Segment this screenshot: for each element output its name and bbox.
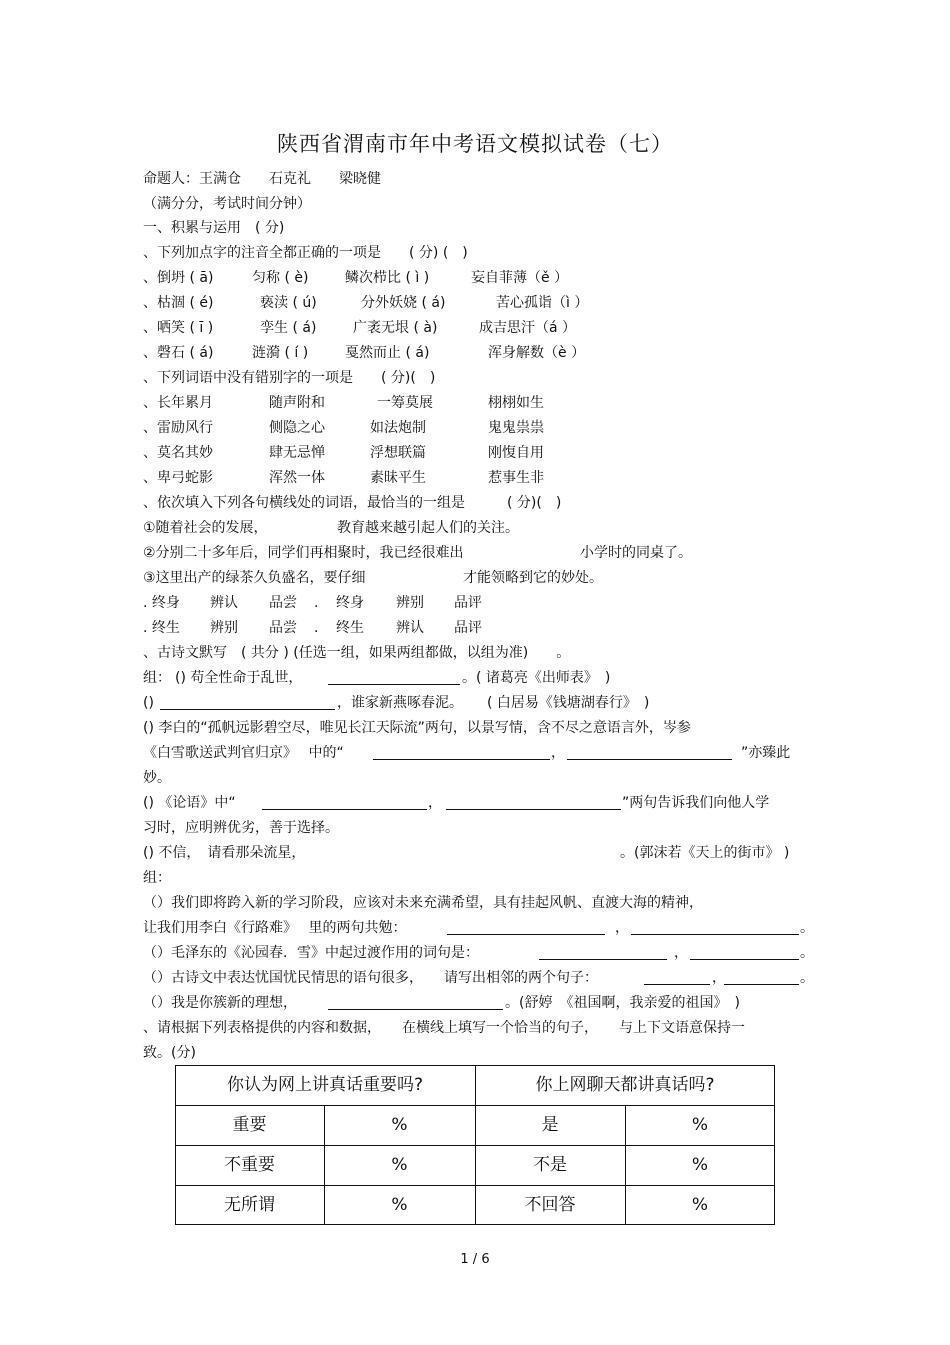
question-stem: 、下列加点字的注音全都正确的一项是 ( 分) ( ) — [143, 245, 468, 261]
option-cell: 成吉思汗（á ） — [479, 320, 577, 336]
option-cell: . 终生 — [143, 620, 180, 636]
answer-blank[interactable] — [328, 670, 460, 685]
option-cell: 妄自菲薄（ě ） — [471, 270, 569, 286]
answer-blank[interactable] — [690, 945, 799, 960]
option-cell: 辨认 — [396, 620, 424, 636]
option-cell: 肆无忌惮 — [269, 445, 325, 461]
option-cell: 、哂笑 ( ī ) — [143, 320, 214, 336]
group-label: 组： — [143, 870, 171, 886]
sentence-part: 。(舒婷 《祖国啊，我亲爱的祖国》 ) — [505, 995, 740, 1011]
question-stem: 、依次填入下列各句横线处的词语，最恰当的一组是 ( 分)( ) — [143, 495, 562, 511]
option-cell: 一筹莫展 — [377, 395, 433, 411]
answer-blank[interactable] — [724, 970, 799, 985]
answer-blank[interactable] — [373, 745, 550, 760]
table-cell: % — [691, 1115, 709, 1135]
option-cell: 、枯涸 ( é) — [143, 295, 214, 311]
table-cell: 重要 — [232, 1115, 267, 1135]
table-cell: % — [391, 1195, 408, 1215]
option-cell: 、磬石 ( á) — [143, 345, 214, 361]
answer-blank[interactable] — [446, 795, 621, 810]
option-cell: 涟漪 ( í ) — [252, 345, 309, 361]
group-label: 组： — [143, 670, 171, 686]
table-cell: 不回答 — [524, 1195, 576, 1215]
option-cell: 浑身解数（è ） — [488, 345, 586, 361]
question-stem: 、古诗文默写 ( 共分 ) (任选一组，如果两组都做，以组为准) 。 — [143, 645, 571, 661]
option-cell: 辨别 — [396, 595, 424, 611]
option-cell: 、雷励风行 — [143, 420, 213, 436]
survey-table — [175, 1065, 775, 1225]
option-cell: 浑然一体 — [269, 470, 325, 486]
option-cell: 、莫名其妙 — [143, 445, 213, 461]
option-cell: 鬼鬼祟祟 — [488, 420, 544, 436]
sentence-part: 妙。 — [143, 770, 171, 786]
sentence-part: () 《论语》中“ — [143, 795, 236, 811]
option-cell: 终生 — [336, 620, 364, 636]
option-cell: 戛然而止 ( á) — [345, 345, 430, 361]
sentence-part: () 苟全性命于乱世， — [175, 670, 303, 686]
answer-blank[interactable] — [262, 795, 427, 810]
table-cell: % — [691, 1195, 709, 1215]
sentence-part: 让我们用李白《行路难》 里的两句共勉： — [143, 920, 407, 936]
option-cell: 广袤无垠 ( à) — [353, 320, 438, 336]
option-cell: 鳞次栉比 ( ì ) — [345, 270, 430, 286]
table-cell: 不是 — [533, 1155, 567, 1175]
option-cell: 辨认 — [210, 595, 238, 611]
sentence-part: () 不信， 请看那朵流星， — [143, 845, 306, 861]
option-cell: 如法炮制 — [370, 420, 426, 436]
sentence-part: ， — [428, 795, 442, 811]
sentence-part: () — [143, 695, 154, 711]
option-cell: 浮想联篇 — [370, 445, 426, 461]
option-cell: 品评 — [454, 595, 482, 611]
question-stem: 、请根据下列表格提供的内容和数据， 在横线上填写一个恰当的句子， 与上下文语意保持一 — [143, 1020, 745, 1036]
sentence-part: 。 — [800, 970, 814, 986]
answer-blank[interactable] — [328, 995, 503, 1010]
option-cell: 匀称 ( è) — [252, 270, 309, 286]
sentence-part: ”两句告诉我们向他人学 — [622, 795, 770, 811]
option-cell: 、长年累月 — [143, 395, 213, 411]
option-cell: . — [314, 595, 319, 611]
option-cell: 分外妖娆 ( á) — [361, 295, 446, 311]
table-header: 你上网聊天都讲真话吗? — [535, 1075, 715, 1095]
table-cell: % — [391, 1115, 408, 1135]
sentence-part: 习时，应明辨优劣，善于选择。 — [143, 820, 339, 836]
option-cell: 孪生 ( á) — [260, 320, 317, 336]
answer-blank[interactable] — [447, 920, 605, 935]
answer-blank[interactable] — [631, 920, 799, 935]
sentence-part: () 李白的“孤帆远影碧空尽，唯见长江天际流”两句，以景写情，含不尽之意语言外，岑参 — [143, 720, 691, 736]
sentence-part: ③这里出产的绿茶久负盛名，要仔细 — [143, 570, 366, 586]
sentence-part: 小学时的同桌了。 — [580, 545, 692, 561]
sentence-part: 。( 诸葛亮《出师表》 ) — [462, 670, 611, 686]
option-cell: . 终身 — [143, 595, 180, 611]
option-cell: 、倒坍 ( ā) — [143, 270, 214, 286]
answer-blank[interactable] — [539, 945, 667, 960]
authors-line: 命题人：王满仓 石克礼 梁晓健 — [143, 171, 381, 187]
sentence-part: ， — [674, 945, 688, 961]
option-cell: 惹事生非 — [488, 470, 544, 486]
option-cell: 随声附和 — [269, 395, 325, 411]
sentence-part: ， — [615, 920, 629, 936]
table-cell: 是 — [541, 1115, 559, 1135]
sentence-part: ②分别二十多年后，同学们再相聚时，我已经很难出 — [143, 545, 464, 561]
sentence-part: （）我们即将跨入新的学习阶段，应该对未来充满希望，具有挂起风帆、直渡大海的精神， — [143, 895, 703, 911]
table-cell: 不重要 — [224, 1155, 275, 1175]
option-cell: 辨别 — [210, 620, 238, 636]
option-cell: 刚愎自用 — [488, 445, 544, 461]
sentence-part: （）古诗文中表达忧国忧民情思的语句很多， 请写出相邻的两个句子： — [143, 970, 598, 986]
table-cell: 无所谓 — [224, 1195, 275, 1215]
option-cell: . — [314, 620, 319, 636]
sentence-part: 。(郭沫若《天上的街市》 ) — [620, 845, 790, 861]
sentence-part: （）我是你簇新的理想， — [143, 995, 297, 1011]
option-cell: 栩栩如生 — [488, 395, 544, 411]
sentence-part: 。 — [800, 920, 814, 936]
option-cell: 亵渎 ( ú) — [260, 295, 317, 311]
sentence-part: ”亦臻此 — [741, 745, 791, 761]
option-cell: 品尝 — [269, 595, 297, 611]
option-cell: 品尝 — [269, 620, 297, 636]
sentence-part: ( 白居易《钱塘湖春行》 ) — [487, 695, 650, 711]
sentence-part: 。 — [800, 945, 814, 961]
sentence-part: ，谁家新燕啄春泥。 — [337, 695, 463, 711]
answer-blank[interactable] — [644, 970, 710, 985]
sentence-part: 教育越来越引起人们的关注。 — [337, 520, 519, 536]
option-cell: 品评 — [454, 620, 482, 636]
sentence-part: ， — [712, 970, 726, 986]
option-cell: 、卑弓蛇影 — [143, 470, 213, 486]
sentence-part: ， — [551, 745, 565, 761]
page-number: 1 / 6 — [460, 1252, 490, 1267]
sentence-part: 《白雪歌送武判官归京》 中的“ — [143, 745, 344, 761]
answer-blank[interactable] — [567, 745, 732, 760]
table-cell: % — [391, 1155, 408, 1175]
sentence-part: ①随着社会的发展， — [143, 520, 268, 536]
option-cell: 苦心孤诣（ì ） — [496, 295, 589, 311]
table-cell: % — [691, 1155, 709, 1175]
section-heading: 一、积累与运用 ( 分) — [143, 220, 285, 236]
answer-blank[interactable] — [160, 695, 335, 710]
page-title: 陕西省渭南市年中考语文模拟试卷（七） — [277, 132, 673, 156]
option-cell: 侧隐之心 — [269, 420, 325, 436]
sentence-part: （）毛泽东的《沁园春．雪》中起过渡作用的词句是： — [143, 945, 479, 961]
question-stem-cont: 致。(分) — [143, 1045, 196, 1061]
option-cell: 素昧平生 — [370, 470, 426, 486]
sentence-part: 才能领略到它的妙处。 — [463, 570, 603, 586]
table-header: 你认为网上讲真话重要吗? — [226, 1075, 424, 1095]
scoring-line: （满分分，考试时间分钟） — [143, 196, 311, 212]
question-stem: 、下列词语中没有错别字的一项是 ( 分)( ) — [143, 370, 436, 386]
option-cell: 终身 — [336, 595, 364, 611]
